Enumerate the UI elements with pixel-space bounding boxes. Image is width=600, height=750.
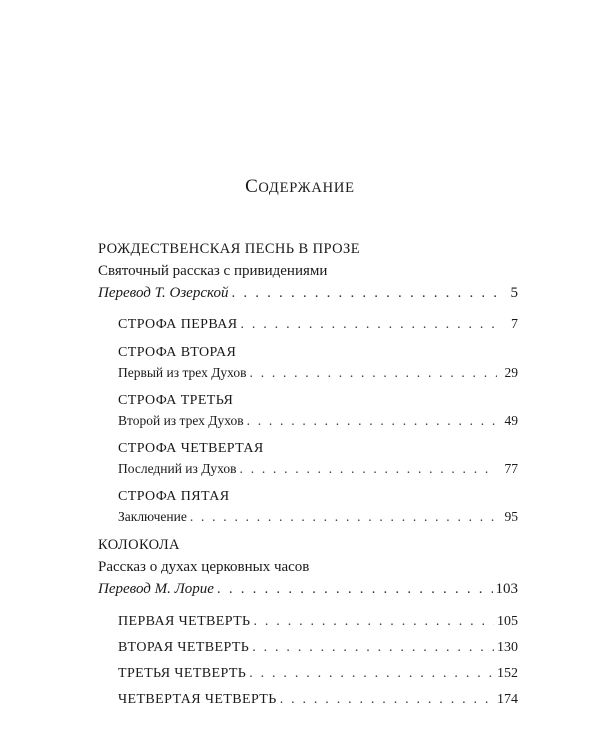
page-number: 7 <box>511 317 518 332</box>
toc-entry[interactable] <box>118 612 518 632</box>
dot-leader <box>250 363 497 383</box>
entry-title: ТРЕТЬЯ ЧЕТВЕРТЬ <box>118 666 247 681</box>
translator-row[interactable] <box>98 282 518 304</box>
entry-title: ЧЕТВЕРТАЯ ЧЕТВЕРТЬ <box>118 692 277 707</box>
page-number: 95 <box>504 509 518 524</box>
dot-leader <box>247 411 497 431</box>
toc-section-chimes <box>98 534 518 710</box>
page-number: 103 <box>495 581 518 597</box>
toc-entry[interactable] <box>118 343 518 383</box>
page-number: 105 <box>497 614 518 629</box>
entry-title: СТРОФА ПЯТАЯ <box>118 489 230 504</box>
section-subtitle: Святочный рассказ с привидениями <box>98 263 328 279</box>
entry-title: ВТОРАЯ ЧЕТВЕРТЬ <box>118 640 250 655</box>
toc-entry[interactable] <box>118 664 518 684</box>
entry-subtitle: Второй из трех Духов <box>118 413 244 428</box>
dot-leader <box>190 507 497 527</box>
dot-leader <box>217 578 493 600</box>
entry-subtitle: Заключение <box>118 509 187 524</box>
page-title <box>0 176 600 198</box>
dot-leader <box>240 315 497 335</box>
page-number: 5 <box>510 285 518 301</box>
page-title-initial: С <box>245 176 259 197</box>
section-title: КОЛОКОЛА <box>98 537 180 553</box>
toc-entry[interactable] <box>118 439 518 479</box>
entry-title: СТРОФА ЧЕТВЕРТАЯ <box>118 441 264 456</box>
toc-entry[interactable] <box>118 391 518 431</box>
toc-entry[interactable] <box>118 638 518 658</box>
dot-leader <box>231 282 497 304</box>
page-title-rest: ОДЕРЖАНИЕ <box>258 180 355 196</box>
toc-entry[interactable] <box>118 487 518 527</box>
dot-leader <box>280 690 494 710</box>
page-number: 130 <box>497 640 518 655</box>
entry-title: СТРОФА ПЕРВАЯ <box>118 317 238 332</box>
page-number: 49 <box>504 413 518 428</box>
translator-label: Перевод М. Лорие <box>98 581 214 597</box>
dot-leader <box>249 664 494 684</box>
toc-entry[interactable] <box>118 690 518 710</box>
entry-title: СТРОФА ВТОРАЯ <box>118 345 237 360</box>
translator-row[interactable] <box>98 578 518 600</box>
page-number: 152 <box>497 666 518 681</box>
page-number: 174 <box>497 692 518 707</box>
section-subtitle: Рассказ о духах церковных часов <box>98 559 310 575</box>
translator-label: Перевод Т. Озерской <box>98 285 229 301</box>
entry-subtitle: Первый из трех Духов <box>118 365 247 380</box>
entry-subtitle: Последний из Духов <box>118 461 237 476</box>
entry-title: ПЕРВАЯ ЧЕТВЕРТЬ <box>118 614 251 629</box>
page-number: 29 <box>504 365 518 380</box>
dot-leader <box>252 638 494 658</box>
toc-entry[interactable] <box>118 315 518 335</box>
toc-section-christmas-carol <box>98 238 518 527</box>
section-title: РОЖДЕСТВЕНСКАЯ ПЕСНЬ В ПРОЗЕ <box>98 241 360 257</box>
dot-leader <box>254 612 495 632</box>
entry-title: СТРОФА ТРЕТЬЯ <box>118 393 234 408</box>
page-number: 77 <box>504 461 518 476</box>
dot-leader <box>240 459 497 479</box>
